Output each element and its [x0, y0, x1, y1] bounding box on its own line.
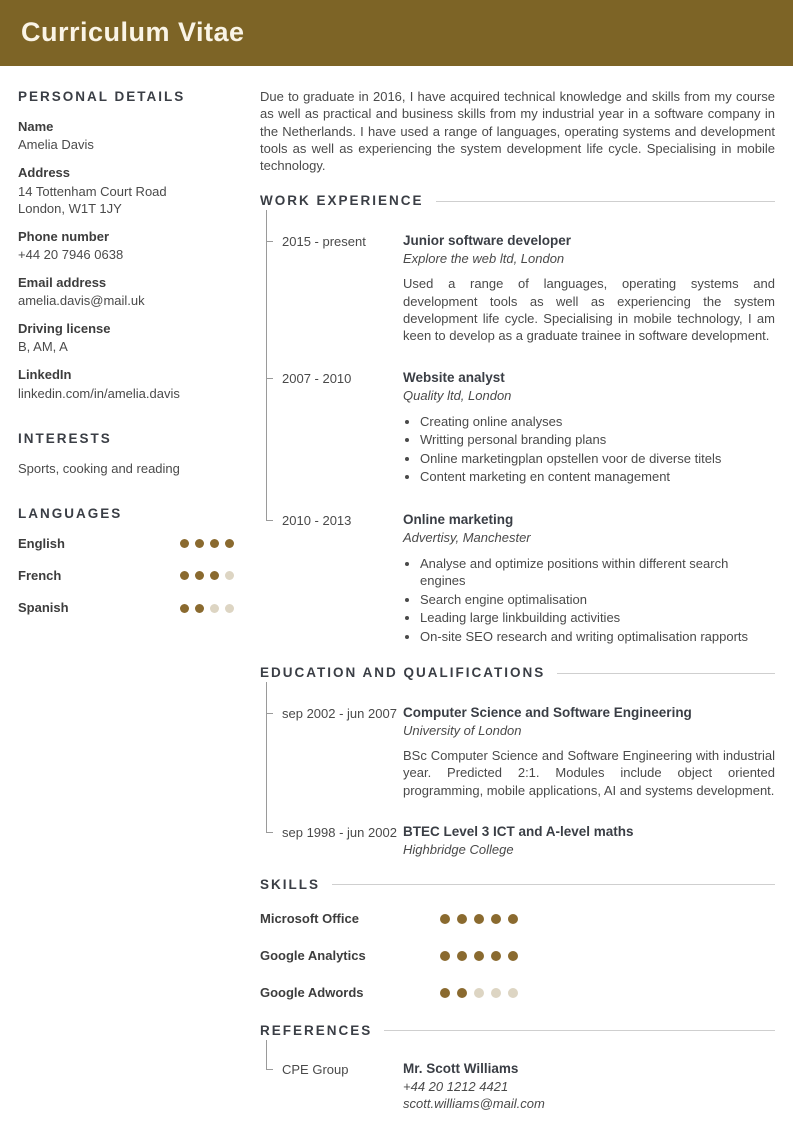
field-value-line: B, AM, A: [18, 339, 68, 355]
item-title: Computer Science and Software Engineering: [403, 705, 692, 721]
rating-dots: [440, 914, 518, 924]
field-label: LinkedIn: [18, 367, 72, 383]
item-body: [403, 511, 775, 647]
page-body: [0, 66, 793, 1112]
item-bullet: • On-site SEO research and writing optimalisation rapports: [420, 628, 775, 646]
rating-dot-filled: [457, 951, 467, 961]
education-items: [266, 704, 775, 858]
profile-summary: Due to graduate in 2016, I have acquired technical knowledge and skills from my course as well as practical and business skills from my industrial year in a software company in the Netherlands. I have used a range of languages, operating systems and development tools as well as experiencing the system development life cycle. Specialising in mobile technology.: [260, 89, 775, 174]
rating-dot-filled: [210, 571, 219, 580]
references-header: [260, 1022, 775, 1040]
reference-name: Mr. Scott Williams: [403, 1060, 519, 1076]
language-name: English: [18, 535, 65, 551]
rating-dot-empty: [508, 988, 518, 998]
rating-dot-filled: [180, 539, 189, 548]
education-heading: EDUCATION AND QUALIFICATIONS: [260, 665, 546, 681]
language-name: Spanish: [18, 600, 69, 616]
education-item: [266, 704, 775, 823]
rating-dot-empty: [491, 988, 501, 998]
item-body: [403, 823, 775, 858]
language-row: [18, 599, 234, 616]
education-header: [260, 664, 775, 682]
personal-field: [18, 164, 234, 216]
field-label: Address: [18, 165, 71, 181]
item-bullet: • Online marketingplan opstellen voor de diverse titels: [420, 450, 775, 468]
skills-header: [260, 876, 775, 894]
item-body: [403, 369, 775, 487]
skill-name: Google Adwords: [260, 985, 364, 1001]
field-value-line: +44 20 7946 0638: [18, 246, 124, 262]
skills-heading: SKILLS: [260, 876, 321, 892]
skill-row: [260, 910, 775, 927]
field-value: [18, 136, 234, 153]
references-heading: REFERENCES: [260, 1022, 373, 1038]
personal-field: [18, 366, 234, 401]
skills-section: [260, 876, 775, 1002]
rating-dot-empty: [210, 604, 219, 613]
rating-dot-filled: [508, 951, 518, 961]
rating-dot-filled: [491, 914, 501, 924]
rating-dot-filled: [180, 571, 189, 580]
rating-dots: [440, 951, 518, 961]
timeline-lead-line: [266, 210, 267, 232]
rating-dot-filled: [180, 604, 189, 613]
skill-name: Microsoft Office: [260, 910, 359, 926]
sidebar: [18, 88, 234, 1112]
work-experience-section: [260, 192, 775, 646]
item-period: sep 1998 - jun 2002: [282, 824, 397, 840]
item-period: 2015 - present: [282, 234, 366, 250]
rating-dot-filled: [195, 539, 204, 548]
item-title: Junior software developer: [403, 233, 572, 249]
work-experience-header: [260, 192, 775, 210]
item-period: 2007 - 2010: [282, 370, 352, 386]
reference-phone: +44 20 1212 4421: [403, 1078, 509, 1094]
personal-details-heading: PERSONAL DETAILS: [18, 89, 186, 104]
education-item: [266, 823, 775, 858]
reference-email: scott.williams@mail.com: [403, 1095, 545, 1111]
item-period: 2010 - 2013: [282, 512, 352, 528]
item-bullet: • Writting personal branding plans: [420, 431, 775, 449]
item-title: Online marketing: [403, 511, 514, 527]
skill-row: [260, 984, 775, 1001]
item-subtitle: Advertisy, Manchester: [403, 529, 531, 545]
field-value: [18, 385, 234, 402]
language-row: [18, 535, 234, 552]
personal-field: [18, 320, 234, 355]
rating-dot-filled: [457, 988, 467, 998]
rating-dots: [180, 571, 234, 580]
field-value-line: amelia.davis@mail.uk: [18, 293, 145, 309]
rating-dot-filled: [210, 539, 219, 548]
item-bullet: • Analyse and optimize positions within different search engines: [420, 555, 775, 590]
rating-dot-filled: [195, 571, 204, 580]
work-experience-items: [266, 232, 775, 646]
work-experience-timeline: [266, 210, 775, 646]
field-value-line: London, W1T 1JY: [18, 200, 122, 216]
reference-body: [403, 1060, 775, 1112]
rating-dot-filled: [474, 951, 484, 961]
rating-dot-filled: [440, 988, 450, 998]
personal-field: [18, 274, 234, 309]
personal-field: [18, 228, 234, 263]
field-label: Name: [18, 118, 54, 134]
page-header: [0, 0, 793, 66]
rating-dot-filled: [440, 951, 450, 961]
rating-dot-empty: [474, 988, 484, 998]
field-value: [18, 338, 234, 355]
work-experience-item: [266, 369, 775, 511]
skill-row: [260, 947, 775, 964]
reference-company: CPE Group: [282, 1061, 349, 1077]
skills-list: [260, 910, 775, 1002]
field-label: Phone number: [18, 228, 110, 244]
item-bullet: • Search engine optimalisation: [420, 591, 775, 609]
field-value: [18, 246, 234, 263]
field-label: Driving license: [18, 321, 111, 337]
section-rule: [332, 884, 775, 885]
section-rule: [436, 201, 775, 202]
item-body: [403, 232, 775, 344]
main-content: [234, 88, 775, 1112]
item-description: BSc Computer Science and Software Engineering with industrial year. Predicted 2:1. Modules include object oriented programming, mobile applications, AI and systems development.: [403, 748, 775, 798]
rating-dots: [180, 604, 234, 613]
item-title: Website analyst: [403, 369, 505, 385]
interests-heading: INTERESTS: [18, 430, 112, 446]
section-rule: [557, 673, 775, 674]
item-subtitle: University of London: [403, 723, 522, 739]
interests-section: [18, 430, 234, 477]
rating-dot-filled: [508, 914, 518, 924]
personal-details-section: [18, 88, 234, 402]
interests-text: Sports, cooking and reading: [18, 460, 180, 476]
language-row: [18, 567, 234, 584]
item-bullet-list: [403, 413, 775, 486]
timeline-lead-line: [266, 682, 267, 704]
field-value-line: Amelia Davis: [18, 137, 94, 153]
reference-items: [266, 1060, 775, 1112]
references-timeline: [266, 1040, 775, 1112]
field-value: [18, 292, 234, 309]
item-subtitle: Highbridge College: [403, 841, 514, 857]
education-section: [260, 664, 775, 858]
personal-field: [18, 118, 234, 153]
languages-list: [18, 535, 234, 617]
timeline-lead-line: [266, 1040, 267, 1060]
item-subtitle: Explore the web ltd, London: [403, 251, 565, 267]
rating-dot-filled: [491, 951, 501, 961]
rating-dot-empty: [225, 604, 234, 613]
rating-dot-filled: [195, 604, 204, 613]
item-bullet: • Content marketing en content management: [420, 468, 775, 486]
page-title: Curriculum Vitae: [21, 17, 245, 48]
language-name: French: [18, 568, 62, 584]
section-rule: [384, 1030, 775, 1031]
reference-item: [266, 1060, 775, 1112]
skill-name: Google Analytics: [260, 948, 366, 964]
work-experience-item: [266, 232, 775, 368]
references-section: [260, 1022, 775, 1112]
rating-dots: [440, 988, 518, 998]
languages-heading: LANGUAGES: [18, 505, 123, 521]
item-title: BTEC Level 3 ICT and A-level maths: [403, 823, 634, 839]
field-value-line: linkedin.com/in/amelia.davis: [18, 385, 180, 401]
work-experience-item: [266, 511, 775, 647]
personal-details-list: [18, 118, 234, 402]
education-timeline: [266, 682, 775, 858]
work-experience-heading: WORK EXPERIENCE: [260, 193, 424, 209]
rating-dot-filled: [457, 914, 467, 924]
rating-dot-empty: [225, 571, 234, 580]
field-value: [18, 183, 234, 217]
rating-dot-filled: [474, 914, 484, 924]
rating-dot-filled: [225, 539, 234, 548]
item-description: Used a range of languages, operating systems and development tools as well as experiencing the system development life cycle. Specialising in mobile technology, I am keen to develop as a graduate trainee in software development.: [403, 276, 775, 344]
field-label: Email address: [18, 274, 107, 290]
item-subtitle: Quality ltd, London: [403, 387, 512, 403]
languages-section: [18, 505, 234, 617]
item-bullet-list: [403, 555, 775, 646]
rating-dots: [180, 539, 234, 548]
item-bullet: • Creating online analyses: [420, 413, 775, 431]
item-period: sep 2002 - jun 2007: [282, 706, 397, 722]
item-bullet: • Leading large linkbuilding activities: [420, 609, 775, 627]
item-body: [403, 704, 775, 799]
rating-dot-filled: [440, 914, 450, 924]
field-value-line: 14 Tottenham Court Road: [18, 183, 167, 199]
